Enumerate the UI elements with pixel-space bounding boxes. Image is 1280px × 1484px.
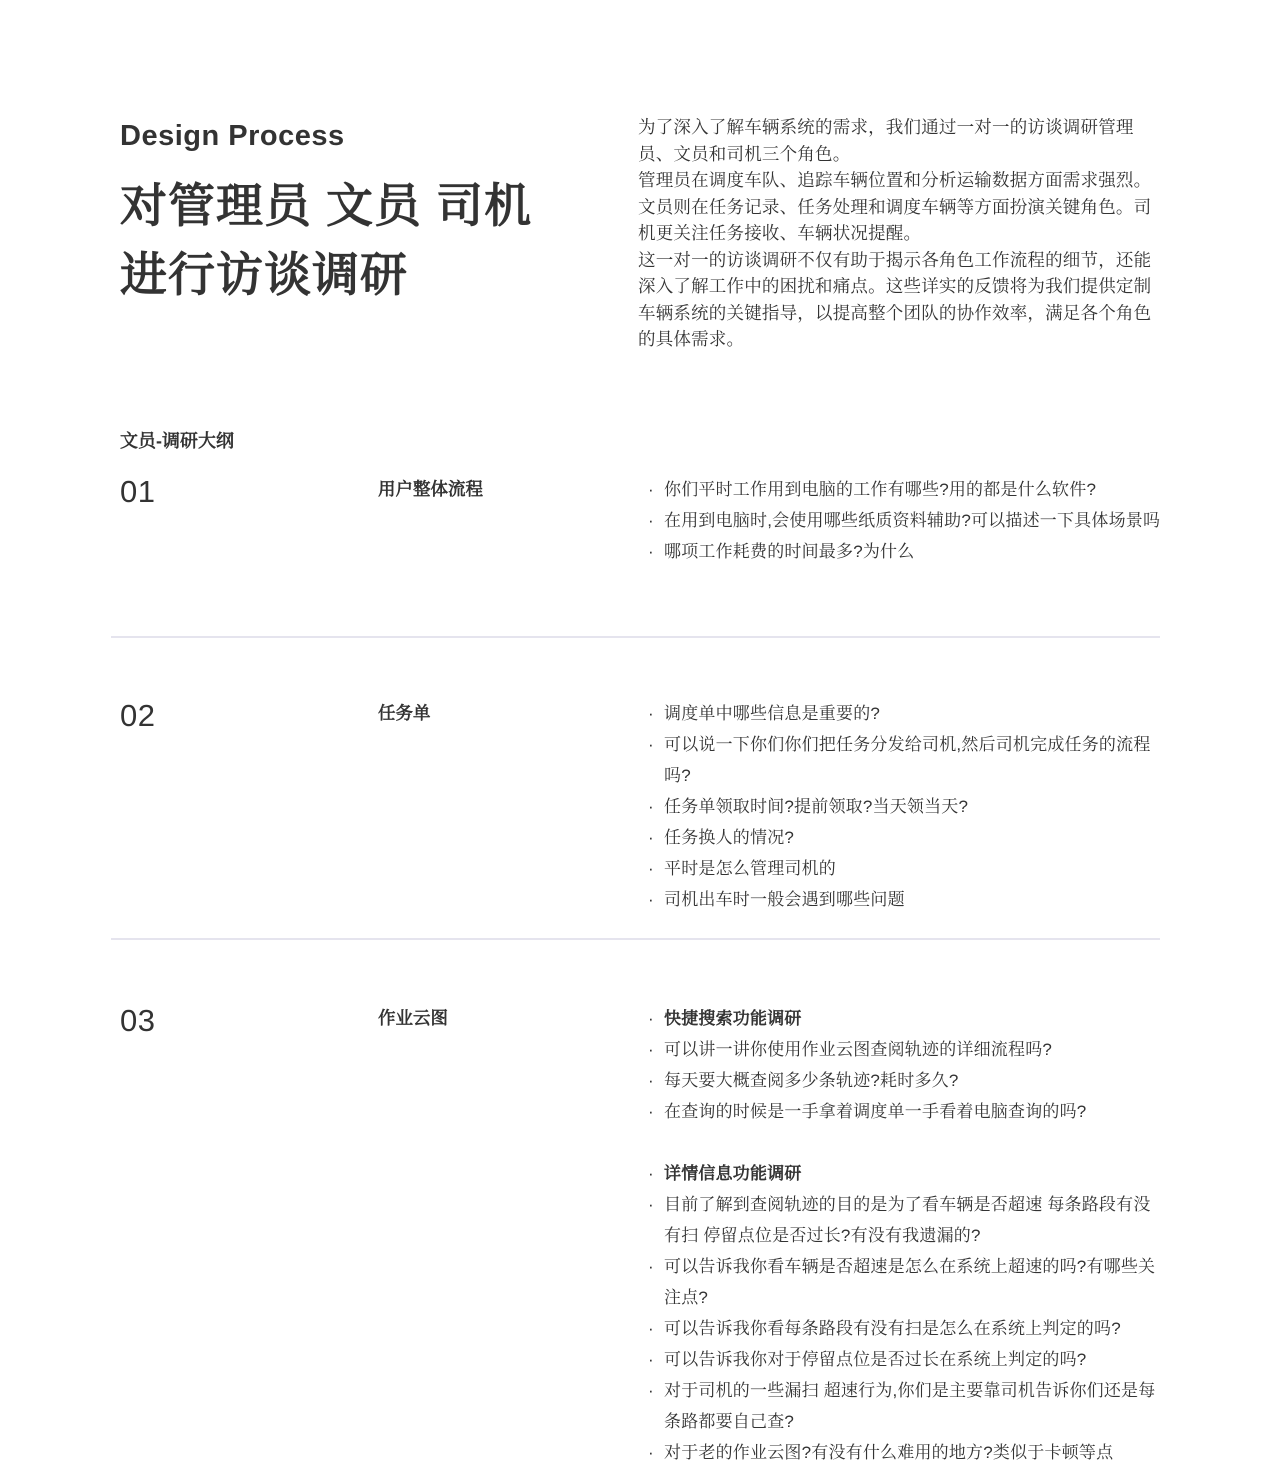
outline-section: [120, 1003, 1166, 1468]
bullet-icon: ·: [648, 1071, 654, 1090]
section-divider: [111, 636, 1160, 638]
bullet-icon: ·: [648, 1102, 654, 1121]
bullet-icon: ·: [648, 828, 654, 847]
bullet-icon: ·: [648, 859, 654, 878]
bullet-icon: ·: [648, 1195, 654, 1214]
question-item: [648, 1096, 1166, 1127]
question-group: [648, 474, 1166, 567]
question-item: [648, 1437, 1166, 1468]
bullet-icon: ·: [648, 511, 654, 530]
question-text: 任务单领取时间?提前领取?当天领当天?: [664, 797, 969, 816]
intro-text: [638, 114, 1168, 353]
intro-paragraph: 这一对一的访谈调研不仅有助于揭示各角色工作流程的细节，还能深入了解工作中的困扰和痛点。这些详实的反馈将为我们提供定制车辆系统的关键指导，以提高整个团队的协作效率，满足各个角色的具体需求。: [638, 249, 1152, 349]
question-item: [648, 729, 1166, 791]
question-text: 你们平时工作用到电脑的工作有哪些?用的都是什么软件?: [664, 480, 1097, 499]
question-item: [648, 505, 1166, 536]
outline-section: [120, 698, 1166, 915]
question-text: 可以讲一讲你使用作业云图查阅轨迹的详细流程吗?: [664, 1040, 1053, 1059]
question-text: 在用到电脑时,会使用哪些纸质资料辅助?可以描述一下具体场景吗: [664, 511, 1161, 530]
question-group: [648, 1003, 1166, 1127]
section-questions: [648, 698, 1166, 915]
section-number: 03: [120, 1003, 156, 1038]
question-item: [648, 1158, 1166, 1189]
section-title: 作业云图: [378, 1008, 448, 1028]
bullet-icon: ·: [648, 1164, 654, 1183]
bullet-icon: ·: [648, 1319, 654, 1338]
outline-label: 文员-调研大纲: [120, 431, 234, 451]
page-title-line-2: 进行访谈调研: [120, 248, 408, 301]
bullet-icon: ·: [648, 890, 654, 909]
question-item: [648, 1375, 1166, 1437]
bullet-icon: ·: [648, 1381, 654, 1400]
question-item: [648, 698, 1166, 729]
question-group: [648, 698, 1166, 915]
bullet-icon: ·: [648, 704, 654, 723]
question-text: 任务换人的情况?: [664, 828, 795, 847]
question-item: [648, 536, 1166, 567]
question-text: 可以告诉我你看每条路段有没有扫是怎么在系统上判定的吗?: [664, 1319, 1121, 1338]
bullet-icon: ·: [648, 1443, 654, 1462]
question-item: [648, 1034, 1166, 1065]
bullet-icon: ·: [648, 1009, 654, 1028]
question-item: [648, 1065, 1166, 1096]
question-item: [648, 1344, 1166, 1375]
question-item: [648, 1313, 1166, 1344]
question-text: 详情信息功能调研: [664, 1164, 802, 1183]
question-text: 快捷搜索功能调研: [664, 1009, 802, 1028]
question-item: [648, 1189, 1166, 1251]
section-questions: [648, 1003, 1166, 1468]
question-item: [648, 474, 1166, 505]
section-number: 02: [120, 698, 156, 733]
bullet-icon: ·: [648, 797, 654, 816]
question-item: [648, 791, 1166, 822]
outline-section: [120, 474, 1166, 567]
section-title: 任务单: [378, 703, 431, 723]
question-text: 可以告诉我你对于停留点位是否过长在系统上判定的吗?: [664, 1350, 1087, 1369]
bullet-icon: ·: [648, 1257, 654, 1276]
question-text: 对于老的作业云图?有没有什么难用的地方?类似于卡顿等点: [664, 1443, 1114, 1462]
question-item: [648, 822, 1166, 853]
intro-paragraph: 管理员在调度车队、追踪车辆位置和分析运输数据方面需求强烈。 文员则在任务记录、任务处理和调度车辆等方面扮演关键角色。司机更关注任务接收、车辆状况提醒。: [638, 170, 1152, 243]
question-text: 在查询的时候是一手拿着调度单一手看着电脑查询的吗?: [664, 1102, 1087, 1121]
question-text: 目前了解到查阅轨迹的目的是为了看车辆是否超速 每条路段有没有扫 停留点位是否过长?有没有我遗漏的?: [664, 1195, 1151, 1245]
section-title: 用户整体流程: [378, 479, 483, 499]
question-text: 司机出车时一般会遇到哪些问题: [664, 890, 905, 909]
bullet-icon: ·: [648, 735, 654, 754]
page-title: [120, 171, 532, 309]
section-number: 01: [120, 474, 156, 509]
question-item: [648, 1003, 1166, 1034]
question-item: [648, 884, 1166, 915]
bullet-icon: ·: [648, 480, 654, 499]
section-divider: [111, 938, 1160, 940]
question-text: 调度单中哪些信息是重要的?: [664, 704, 881, 723]
question-text: 哪项工作耗费的时间最多?为什么: [664, 542, 915, 561]
question-text: 平时是怎么管理司机的: [664, 859, 836, 878]
question-item: [648, 1251, 1166, 1313]
bullet-icon: ·: [648, 1350, 654, 1369]
eyebrow-title: Design Process: [120, 120, 345, 152]
bullet-icon: ·: [648, 1040, 654, 1059]
page-title-line-1: 对管理员 文员 司机: [120, 179, 533, 232]
question-text: 对于司机的一些漏扫 超速行为,你们是主要靠司机告诉你们还是每条路都要自己查?: [664, 1381, 1156, 1431]
question-group: [648, 1158, 1166, 1468]
question-text: 每天要大概查阅多少条轨迹?耗时多久?: [664, 1071, 959, 1090]
question-text: 可以说一下你们你们把任务分发给司机,然后司机完成任务的流程吗?: [664, 735, 1151, 785]
bullet-icon: ·: [648, 542, 654, 561]
question-text: 可以告诉我你看车辆是否超速是怎么在系统上超速的吗?有哪些关注点?: [664, 1257, 1156, 1307]
intro-paragraph: 为了深入了解车辆系统的需求，我们通过一对一的访谈调研管理员、文员和司机三个角色。: [638, 117, 1134, 164]
question-item: [648, 853, 1166, 884]
section-questions: [648, 474, 1166, 567]
